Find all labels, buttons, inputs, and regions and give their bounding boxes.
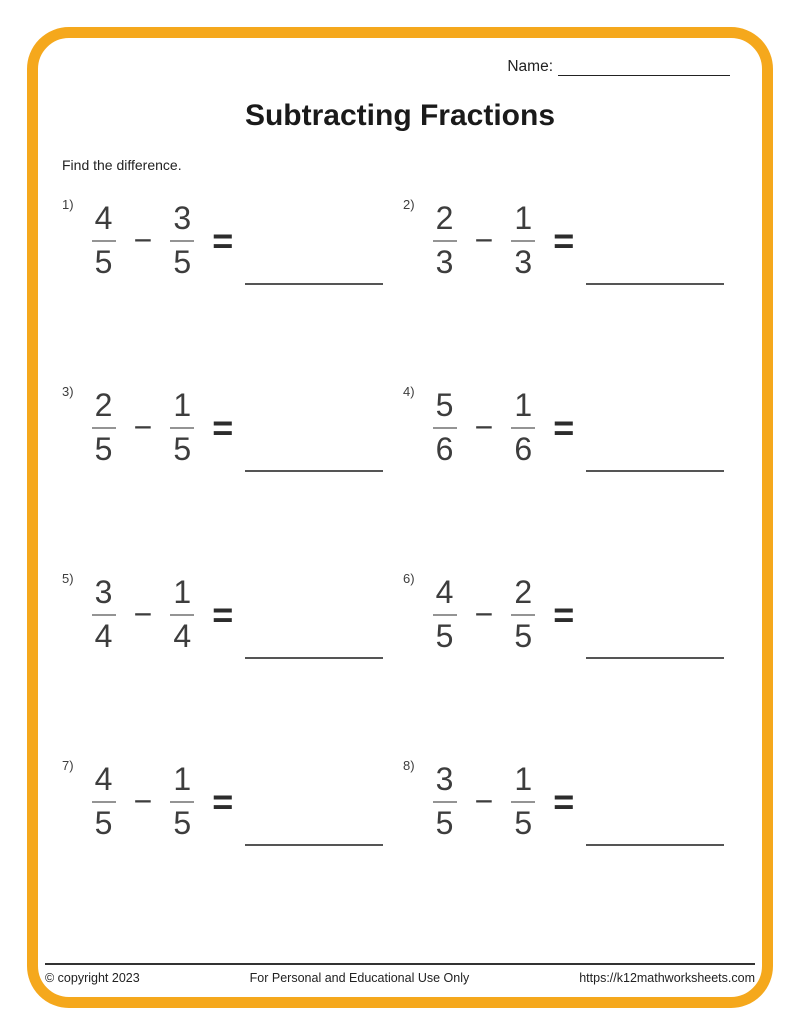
name-block (507, 58, 730, 76)
name-label: Name: (507, 58, 553, 75)
numerator: 1 (173, 574, 192, 610)
problem-4 (403, 383, 744, 570)
fraction-bar (433, 801, 457, 803)
answer-blank (586, 844, 724, 846)
problem-number: 3) (62, 384, 74, 399)
problem-expression (88, 757, 384, 840)
numerator: 1 (173, 387, 192, 423)
fraction-bar (170, 801, 194, 803)
problem-2 (403, 196, 744, 383)
denominator: 3 (435, 243, 454, 280)
denominator: 5 (435, 804, 454, 841)
denominator: 5 (94, 804, 113, 841)
fraction-bar (170, 427, 194, 429)
problem-expression (88, 196, 384, 279)
denominator: 5 (514, 804, 533, 841)
numerator: 5 (435, 387, 454, 423)
problem-8 (403, 757, 744, 944)
problem-number: 8) (403, 758, 415, 773)
answer-blank (245, 844, 383, 846)
answer-blank (586, 283, 724, 285)
footer-divider (45, 963, 755, 965)
numerator: 1 (514, 761, 533, 797)
denominator: 6 (514, 430, 533, 467)
answer-blank (245, 657, 383, 659)
problem-number: 4) (403, 384, 415, 399)
fraction-minuend (429, 763, 461, 840)
name-blank-line (558, 60, 730, 76)
fraction-bar (92, 240, 116, 242)
footer (45, 963, 755, 985)
fraction-bar (433, 240, 457, 242)
numerator: 4 (94, 200, 113, 236)
problem-expression (429, 196, 725, 279)
fraction-bar (170, 614, 194, 616)
fraction-subtrahend (166, 389, 198, 466)
problem-number: 6) (403, 571, 415, 586)
numerator: 1 (514, 200, 533, 236)
fraction-bar (511, 801, 535, 803)
fraction-minuend (88, 389, 120, 466)
fraction-bar (92, 427, 116, 429)
page-title: Subtracting Fractions (244, 99, 556, 132)
fraction-subtrahend (507, 389, 539, 466)
minus-sign: − (474, 596, 494, 633)
denominator: 5 (94, 243, 113, 280)
footer-url: https://k12mathworksheets.com (579, 971, 755, 985)
problem-expression (429, 570, 725, 653)
problem-expression (88, 570, 384, 653)
numerator: 1 (173, 761, 192, 797)
minus-sign: − (133, 783, 153, 820)
problem-number: 7) (62, 758, 74, 773)
problem-3 (62, 383, 403, 570)
denominator: 4 (173, 617, 192, 654)
equals-sign: = (212, 406, 234, 448)
equals-sign: = (212, 219, 234, 261)
instruction-text: Find the difference. (62, 157, 182, 173)
answer-blank (586, 657, 724, 659)
denominator: 5 (173, 243, 192, 280)
fraction-subtrahend (166, 763, 198, 840)
denominator: 3 (514, 243, 533, 280)
numerator: 2 (94, 387, 113, 423)
problem-expression (429, 383, 725, 466)
problem-number: 1) (62, 197, 74, 212)
equals-sign: = (553, 593, 575, 635)
numerator: 1 (514, 387, 533, 423)
minus-sign: − (474, 222, 494, 259)
problem-expression (88, 383, 384, 466)
numerator: 3 (435, 761, 454, 797)
denominator: 6 (435, 430, 454, 467)
fraction-minuend (88, 763, 120, 840)
problem-7 (62, 757, 403, 944)
numerator: 4 (94, 761, 113, 797)
fraction-bar (511, 240, 535, 242)
problem-1 (62, 196, 403, 383)
answer-blank (245, 470, 383, 472)
fraction-bar (433, 427, 457, 429)
fraction-subtrahend (166, 202, 198, 279)
numerator: 4 (435, 574, 454, 610)
equals-sign: = (553, 219, 575, 261)
problem-6 (403, 570, 744, 757)
fraction-subtrahend (507, 763, 539, 840)
minus-sign: − (133, 596, 153, 633)
fraction-subtrahend (166, 576, 198, 653)
equals-sign: = (212, 593, 234, 635)
fraction-minuend (429, 389, 461, 466)
denominator: 5 (94, 430, 113, 467)
fraction-bar (92, 614, 116, 616)
fraction-minuend (88, 202, 120, 279)
numerator: 3 (173, 200, 192, 236)
minus-sign: − (133, 409, 153, 446)
minus-sign: − (133, 222, 153, 259)
problem-expression (429, 757, 725, 840)
denominator: 5 (173, 430, 192, 467)
denominator: 5 (514, 617, 533, 654)
fraction-subtrahend (507, 576, 539, 653)
fraction-bar (511, 427, 535, 429)
fraction-subtrahend (507, 202, 539, 279)
minus-sign: − (474, 409, 494, 446)
fraction-bar (170, 240, 194, 242)
answer-blank (586, 470, 724, 472)
fraction-minuend (429, 202, 461, 279)
fraction-bar (433, 614, 457, 616)
fraction-bar (92, 801, 116, 803)
numerator: 3 (94, 574, 113, 610)
numerator: 2 (435, 200, 454, 236)
problem-5 (62, 570, 403, 757)
problems-grid (62, 196, 744, 944)
fraction-minuend (429, 576, 461, 653)
minus-sign: − (474, 783, 494, 820)
equals-sign: = (553, 780, 575, 822)
footer-usage: For Personal and Educational Use Only (249, 971, 470, 985)
equals-sign: = (553, 406, 575, 448)
denominator: 4 (94, 617, 113, 654)
denominator: 5 (173, 804, 192, 841)
problem-number: 5) (62, 571, 74, 586)
denominator: 5 (435, 617, 454, 654)
problem-number: 2) (403, 197, 415, 212)
numerator: 2 (514, 574, 533, 610)
equals-sign: = (212, 780, 234, 822)
answer-blank (245, 283, 383, 285)
fraction-bar (511, 614, 535, 616)
fraction-minuend (88, 576, 120, 653)
footer-copyright: © copyright 2023 (45, 971, 140, 985)
